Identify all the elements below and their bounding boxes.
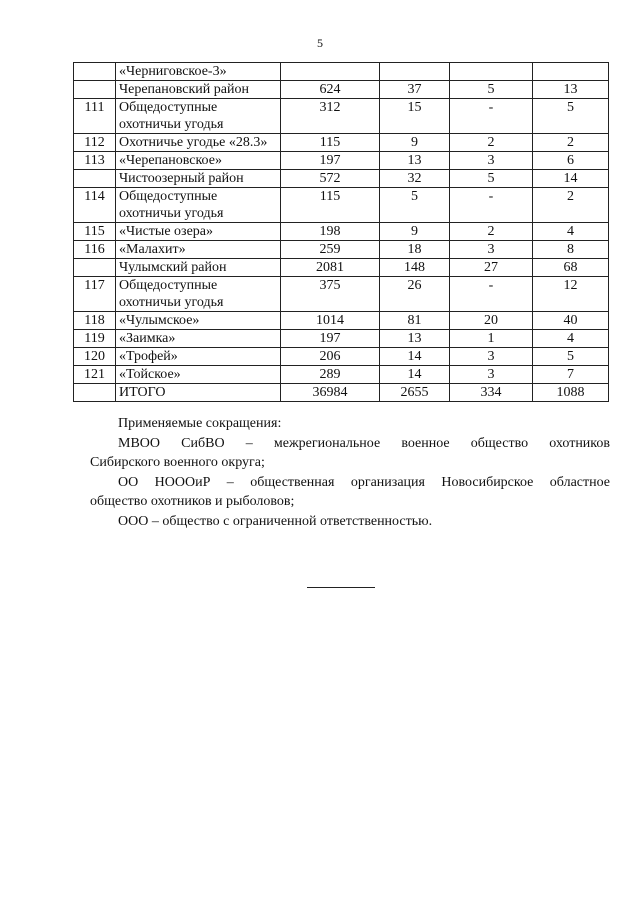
- value-cell-c1: 115: [281, 134, 380, 152]
- value-cell-c3: [450, 63, 533, 81]
- value-cell-c3: 1: [450, 330, 533, 348]
- ground-name: [116, 81, 281, 99]
- table-row: [74, 384, 609, 402]
- ground-name: [116, 63, 281, 81]
- row-number: 120: [74, 348, 116, 366]
- ground-name: [116, 152, 281, 170]
- value-cell-c3: 2: [450, 223, 533, 241]
- table-row: [74, 223, 609, 241]
- ground-name-line: «Заимка»: [119, 331, 176, 346]
- ground-name-line: «Трофей»: [119, 349, 178, 364]
- value-cell-c3: 3: [450, 241, 533, 259]
- value-cell-c2: 26: [380, 277, 450, 312]
- value-cell-c4: 12: [533, 277, 609, 312]
- value-cell-c3: 5: [450, 81, 533, 99]
- ground-name-line: охотничьи угодья: [119, 206, 224, 221]
- value-cell-c4: [533, 63, 609, 81]
- ground-name: [116, 134, 281, 152]
- table-row: [74, 81, 609, 99]
- table-body: [74, 63, 609, 402]
- value-cell-c1: 289: [281, 366, 380, 384]
- value-cell-c3: 5: [450, 170, 533, 188]
- value-cell-c1: 198: [281, 223, 380, 241]
- value-cell-c2: 81: [380, 312, 450, 330]
- value-cell-c3: 334: [450, 384, 533, 402]
- ground-name-line: Общедоступные: [119, 278, 218, 293]
- table-row: [74, 241, 609, 259]
- ground-name: [116, 223, 281, 241]
- value-cell-c4: 4: [533, 223, 609, 241]
- ground-name-line: «Черепановское»: [119, 153, 222, 168]
- value-cell-c1: 375: [281, 277, 380, 312]
- abbreviation-line: ОО НОООиР – общественная организация Новосибирское областное: [118, 474, 610, 490]
- table-row: [74, 170, 609, 188]
- row-number: [74, 63, 116, 81]
- footer-divider: [307, 587, 375, 588]
- row-number: 117: [74, 277, 116, 312]
- value-cell-c2: 15: [380, 99, 450, 134]
- abbreviation-line: МВОО СибВО – межрегиональное военное общество охотников: [118, 435, 610, 451]
- ground-name-line: Охотничье угодье «28.3»: [119, 135, 268, 150]
- value-cell-c2: 37: [380, 81, 450, 99]
- value-cell-c2: 32: [380, 170, 450, 188]
- value-cell-c3: 3: [450, 348, 533, 366]
- ground-name-line: Чистоозерный район: [119, 171, 244, 186]
- value-cell-c3: 27: [450, 259, 533, 277]
- value-cell-c2: 14: [380, 348, 450, 366]
- value-cell-c4: 40: [533, 312, 609, 330]
- row-number: 116: [74, 241, 116, 259]
- table-row: [74, 312, 609, 330]
- row-number: 111: [74, 99, 116, 134]
- value-cell-c1: [281, 63, 380, 81]
- value-cell-c4: 6: [533, 152, 609, 170]
- value-cell-c2: 14: [380, 366, 450, 384]
- ground-name-line: Черепановский район: [119, 82, 249, 97]
- value-cell-c2: 9: [380, 223, 450, 241]
- ground-name: [116, 259, 281, 277]
- row-number: 112: [74, 134, 116, 152]
- ground-name-line: «Тойское»: [119, 367, 181, 382]
- value-cell-c4: 7: [533, 366, 609, 384]
- ground-name: [116, 99, 281, 134]
- value-cell-c3: -: [450, 99, 533, 134]
- ground-name-line: Чулымский район: [119, 260, 227, 275]
- value-cell-c4: 5: [533, 99, 609, 134]
- ground-name-line: охотничьи угодья: [119, 117, 224, 132]
- ground-name-line: «Черниговское-3»: [119, 64, 227, 79]
- table-row: [74, 330, 609, 348]
- value-cell-c1: 624: [281, 81, 380, 99]
- table-row: [74, 63, 609, 81]
- value-cell-c2: 18: [380, 241, 450, 259]
- notes-list: [90, 434, 610, 532]
- value-cell-c2: 2655: [380, 384, 450, 402]
- value-cell-c4: 2: [533, 134, 609, 152]
- table-row: [74, 188, 609, 223]
- row-number: [74, 170, 116, 188]
- value-cell-c4: 4: [533, 330, 609, 348]
- value-cell-c3: 2: [450, 134, 533, 152]
- page-number: 5: [317, 36, 323, 50]
- row-number: 113: [74, 152, 116, 170]
- table-row: [74, 99, 609, 134]
- value-cell-c1: 1014: [281, 312, 380, 330]
- abbreviation-line: ООО – общество с ограниченной ответственностью.: [118, 513, 433, 529]
- ground-name: [116, 384, 281, 402]
- ground-name: [116, 188, 281, 223]
- ground-name: [116, 348, 281, 366]
- row-number: 118: [74, 312, 116, 330]
- ground-name-line: Общедоступные: [119, 189, 218, 204]
- row-number: 114: [74, 188, 116, 223]
- table-row: [74, 366, 609, 384]
- value-cell-c4: 14: [533, 170, 609, 188]
- row-number: 121: [74, 366, 116, 384]
- row-number: 119: [74, 330, 116, 348]
- row-number: 115: [74, 223, 116, 241]
- abbreviation-continuation: общество охотников и рыболовов;: [90, 494, 295, 509]
- value-cell-c1: 197: [281, 152, 380, 170]
- value-cell-c2: 9: [380, 134, 450, 152]
- ground-name-line: «Малахит»: [119, 242, 186, 257]
- table-row: [74, 277, 609, 312]
- value-cell-c1: 2081: [281, 259, 380, 277]
- abbreviations-notes: [90, 414, 610, 531]
- row-number: [74, 259, 116, 277]
- value-cell-c1: 36984: [281, 384, 380, 402]
- value-cell-c4: 2: [533, 188, 609, 223]
- value-cell-c3: -: [450, 277, 533, 312]
- row-number: [74, 384, 116, 402]
- value-cell-c2: [380, 63, 450, 81]
- ground-name: [116, 312, 281, 330]
- abbreviation-continuation: Сибирского военного округа;: [90, 455, 265, 470]
- value-cell-c3: 3: [450, 152, 533, 170]
- table-row: [74, 259, 609, 277]
- value-cell-c1: 115: [281, 188, 380, 223]
- ground-name-line: Общедоступные: [119, 100, 218, 115]
- table-row: [74, 152, 609, 170]
- ground-name-line: «Чистые озера»: [119, 224, 214, 239]
- ground-name-line: охотничьи угодья: [119, 295, 224, 310]
- ground-name-line: «Чулымское»: [119, 313, 200, 328]
- value-cell-c2: 13: [380, 330, 450, 348]
- ground-name: [116, 366, 281, 384]
- ground-name: [116, 241, 281, 259]
- row-number: [74, 81, 116, 99]
- value-cell-c4: 68: [533, 259, 609, 277]
- ground-name: [116, 330, 281, 348]
- value-cell-c3: -: [450, 188, 533, 223]
- value-cell-c4: 13: [533, 81, 609, 99]
- value-cell-c2: 148: [380, 259, 450, 277]
- value-cell-c1: 572: [281, 170, 380, 188]
- value-cell-c2: 13: [380, 152, 450, 170]
- value-cell-c3: 3: [450, 366, 533, 384]
- ground-name: [116, 277, 281, 312]
- table-row: [74, 134, 609, 152]
- table-row: [74, 348, 609, 366]
- hunting-grounds-table: [73, 62, 609, 402]
- ground-name-line: ИТОГО: [119, 385, 166, 400]
- value-cell-c1: 197: [281, 330, 380, 348]
- value-cell-c1: 312: [281, 99, 380, 134]
- value-cell-c4: 1088: [533, 384, 609, 402]
- ground-name: [116, 170, 281, 188]
- value-cell-c3: 20: [450, 312, 533, 330]
- value-cell-c1: 206: [281, 348, 380, 366]
- notes-heading: Применяемые сокращения:: [118, 416, 282, 431]
- value-cell-c4: 5: [533, 348, 609, 366]
- value-cell-c2: 5: [380, 188, 450, 223]
- value-cell-c1: 259: [281, 241, 380, 259]
- value-cell-c4: 8: [533, 241, 609, 259]
